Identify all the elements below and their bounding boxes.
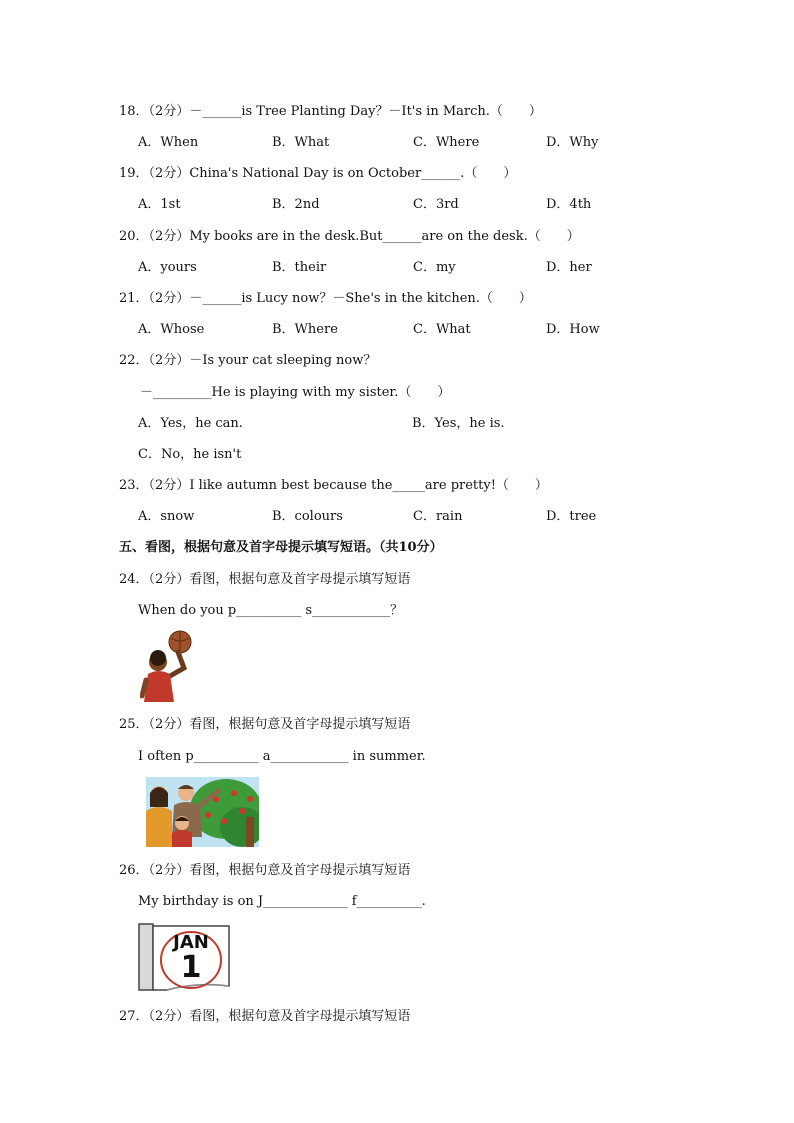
q20-option-b: B．their bbox=[272, 260, 327, 275]
basketball-player-image bbox=[140, 630, 200, 702]
q19-option-a: A．1st bbox=[138, 197, 181, 212]
q20-option-c: C．my bbox=[413, 260, 456, 275]
question-21-stem: 21．（2分）－______is Lucy now？－She's in the kitchen.（ ） bbox=[119, 291, 532, 306]
apple-picking-image bbox=[146, 777, 259, 847]
question-27-stem: 27．（2分）看图，根据句意及首字母提示填写短语 bbox=[119, 1009, 411, 1024]
question-26-sentence: My birthday is on J_____________ f__________. bbox=[138, 894, 426, 909]
q23-option-b: B．colours bbox=[272, 509, 343, 524]
question-25-stem: 25．（2分）看图，根据句意及首字母提示填写短语 bbox=[119, 717, 411, 732]
q20-option-d: D．her bbox=[546, 260, 592, 275]
q21-option-a: A．Whose bbox=[138, 322, 205, 337]
section-heading: 五、看图，根据句意及首字母提示填写短语。（共10分） bbox=[119, 540, 443, 555]
q20-option-a: A．yours bbox=[138, 260, 197, 275]
question-26-stem: 26．（2分）看图，根据句意及首字母提示填写短语 bbox=[119, 863, 411, 878]
question-24-stem: 24．（2分）看图，根据句意及首字母提示填写短语 bbox=[119, 572, 411, 587]
q22-option-b: B．Yes，he is. bbox=[412, 416, 505, 431]
question-18-stem: 18．（2分）－______is Tree Planting Day？－It's in March.（ ） bbox=[119, 104, 542, 119]
question-20-stem: 20．（2分）My books are in the desk.But______are on the desk.（ ） bbox=[119, 229, 580, 244]
q19-option-c: C．3rd bbox=[413, 197, 459, 212]
calendar-day: 1 bbox=[180, 950, 202, 985]
question-22-stem: 22．（2分）－Is your cat sleeping now？ bbox=[119, 353, 377, 368]
question-24-sentence: When do you p__________ s____________？ bbox=[138, 603, 404, 618]
q23-option-c: C．rain bbox=[413, 509, 463, 524]
calendar-month: JAN bbox=[173, 932, 209, 953]
q18-option-c: C．Where bbox=[413, 135, 480, 150]
question-25-sentence: I often p__________ a____________ in summer. bbox=[138, 749, 426, 764]
q21-option-d: D．How bbox=[546, 322, 600, 337]
question-19-stem: 19．（2分）China's National Day is on October______.（ ） bbox=[119, 166, 517, 181]
q18-option-b: B．What bbox=[272, 135, 330, 150]
q22-option-c: C．No，he isn't bbox=[138, 447, 242, 462]
calendar-image bbox=[137, 922, 233, 992]
q21-option-b: B．Where bbox=[272, 322, 338, 337]
q21-option-c: C．What bbox=[413, 322, 471, 337]
question-23-stem: 23．（2分）I like autumn best because the_____are pretty!（ ） bbox=[119, 478, 548, 493]
q19-option-b: B．2nd bbox=[272, 197, 320, 212]
q18-option-d: D．Why bbox=[546, 135, 599, 150]
q23-option-d: D．tree bbox=[546, 509, 597, 524]
q23-option-a: A．snow bbox=[138, 509, 195, 524]
q22-option-a: A．Yes，he can. bbox=[138, 416, 243, 431]
q18-option-a: A．When bbox=[138, 135, 199, 150]
q19-option-d: D．4th bbox=[546, 197, 592, 212]
question-22-reply: －_________He is playing with my sister.（ ） bbox=[140, 385, 451, 400]
